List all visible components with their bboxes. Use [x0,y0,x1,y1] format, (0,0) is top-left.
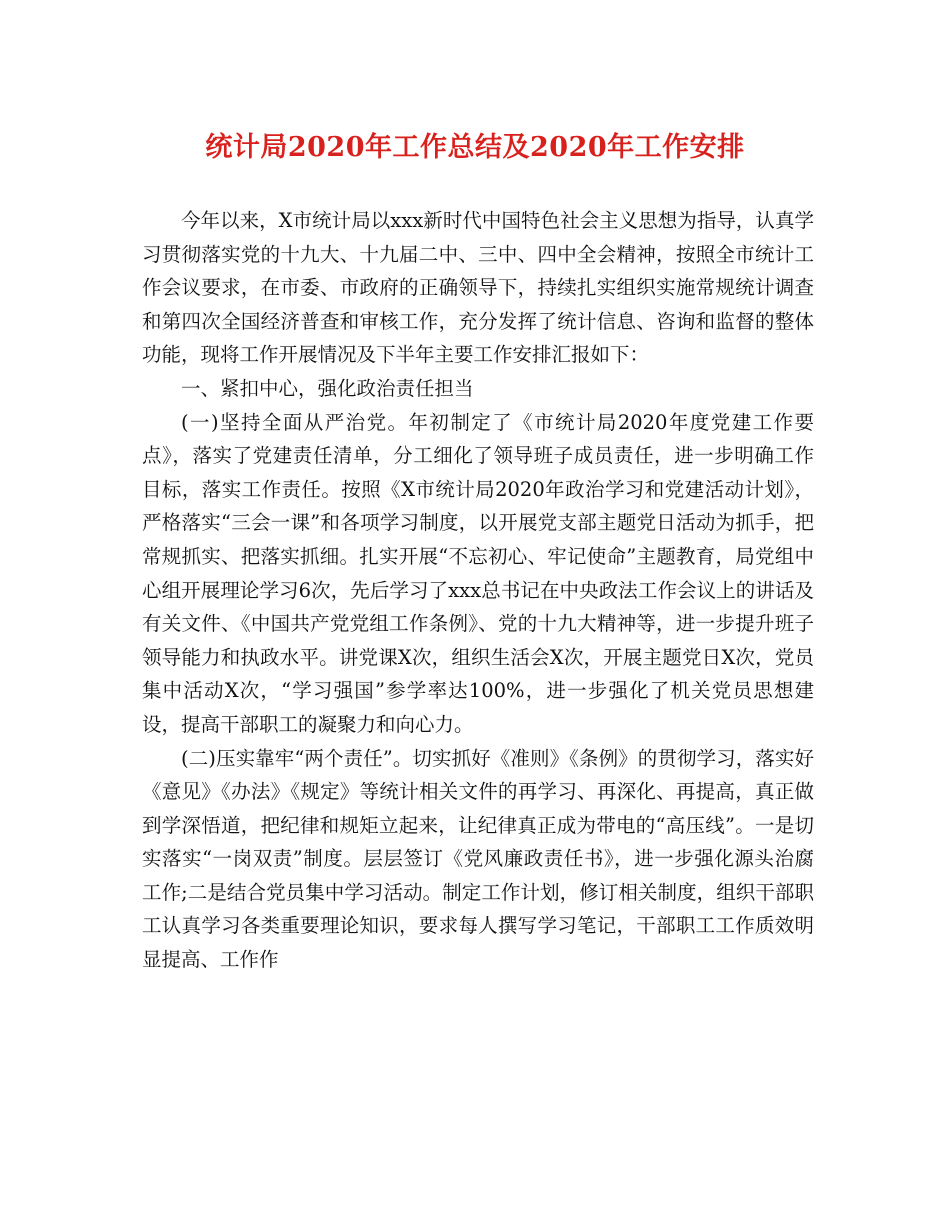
paragraph-intro: 今年以来，X市统计局以xxx新时代中国特色社会主义思想为指导，认真学习贯彻落实党的十九大、十九届二中、三中、四中全会精神，按照全市统计工作会议要求，在市委、市政府的正确领导下，持续扎实组织实施常规统计调查和第四次全国经济普查和审核工作，充分发挥了统计信息、咨询和监督的整体功能，现将工作开展情况及下半年主要工作安排汇报如下： [142,209,814,367]
paragraph-party-governance: (一)坚持全面从严治党。年初制定了《市统计局2020年度党建工作要点》，落实了党建责任清单，分工细化了领导班子成员责任，进一步明确工作目标，落实工作责任。按照《X市统计局2020年政治学习和党建活动计划》，严格落实“三会一课”和各项学习制度，以开展党支部主题党日活动为抓手，把常规抓实、把落实抓细。扎实开展“不忘初心、牢记使命”主题教育，局党组中心组开展理论学习6次，先后学习了xxx总书记在中央政法工作会议上的讲话及有关文件、《中国共产党党组工作条例》、党的十九大精神等，进一步提升班子领导能力和执政水平。讲党课X次，组织生活会X次，开展主题党日X次，党员集中活动X次，“学习强国”参学率达100%，进一步强化了机关党员思想建设，提高干部职工的凝聚力和向心力。 [142,410,814,736]
section-heading-1: 一、紧扣中心，强化政治责任担当 [181,376,474,400]
paragraph-two-responsibilities: (二)压实靠牢“两个责任”。切实抓好《准则》《条例》的贯彻学习，落实好《意见》《办法》《规定》等统计相关文件的再学习、再深化、再提高，真正做到学深悟道，把纪律和规矩立起来，让纪律真正成为带电的“高压线”。一是切实落实“一岗双责”制度。层层签订《党风廉政责任书》，进一步强化源头治腐工作;二是结合党员集中学习活动。制定工作计划，修订相关制度，组织干部职工认真学习各类重要理论知识，要求每人撰写学习笔记，干部职工工作质效明显提高、工作作 [142,746,814,972]
document-body [142,204,814,977]
document-title: 统计局2020年工作总结及2020年工作安排 [205,132,745,163]
